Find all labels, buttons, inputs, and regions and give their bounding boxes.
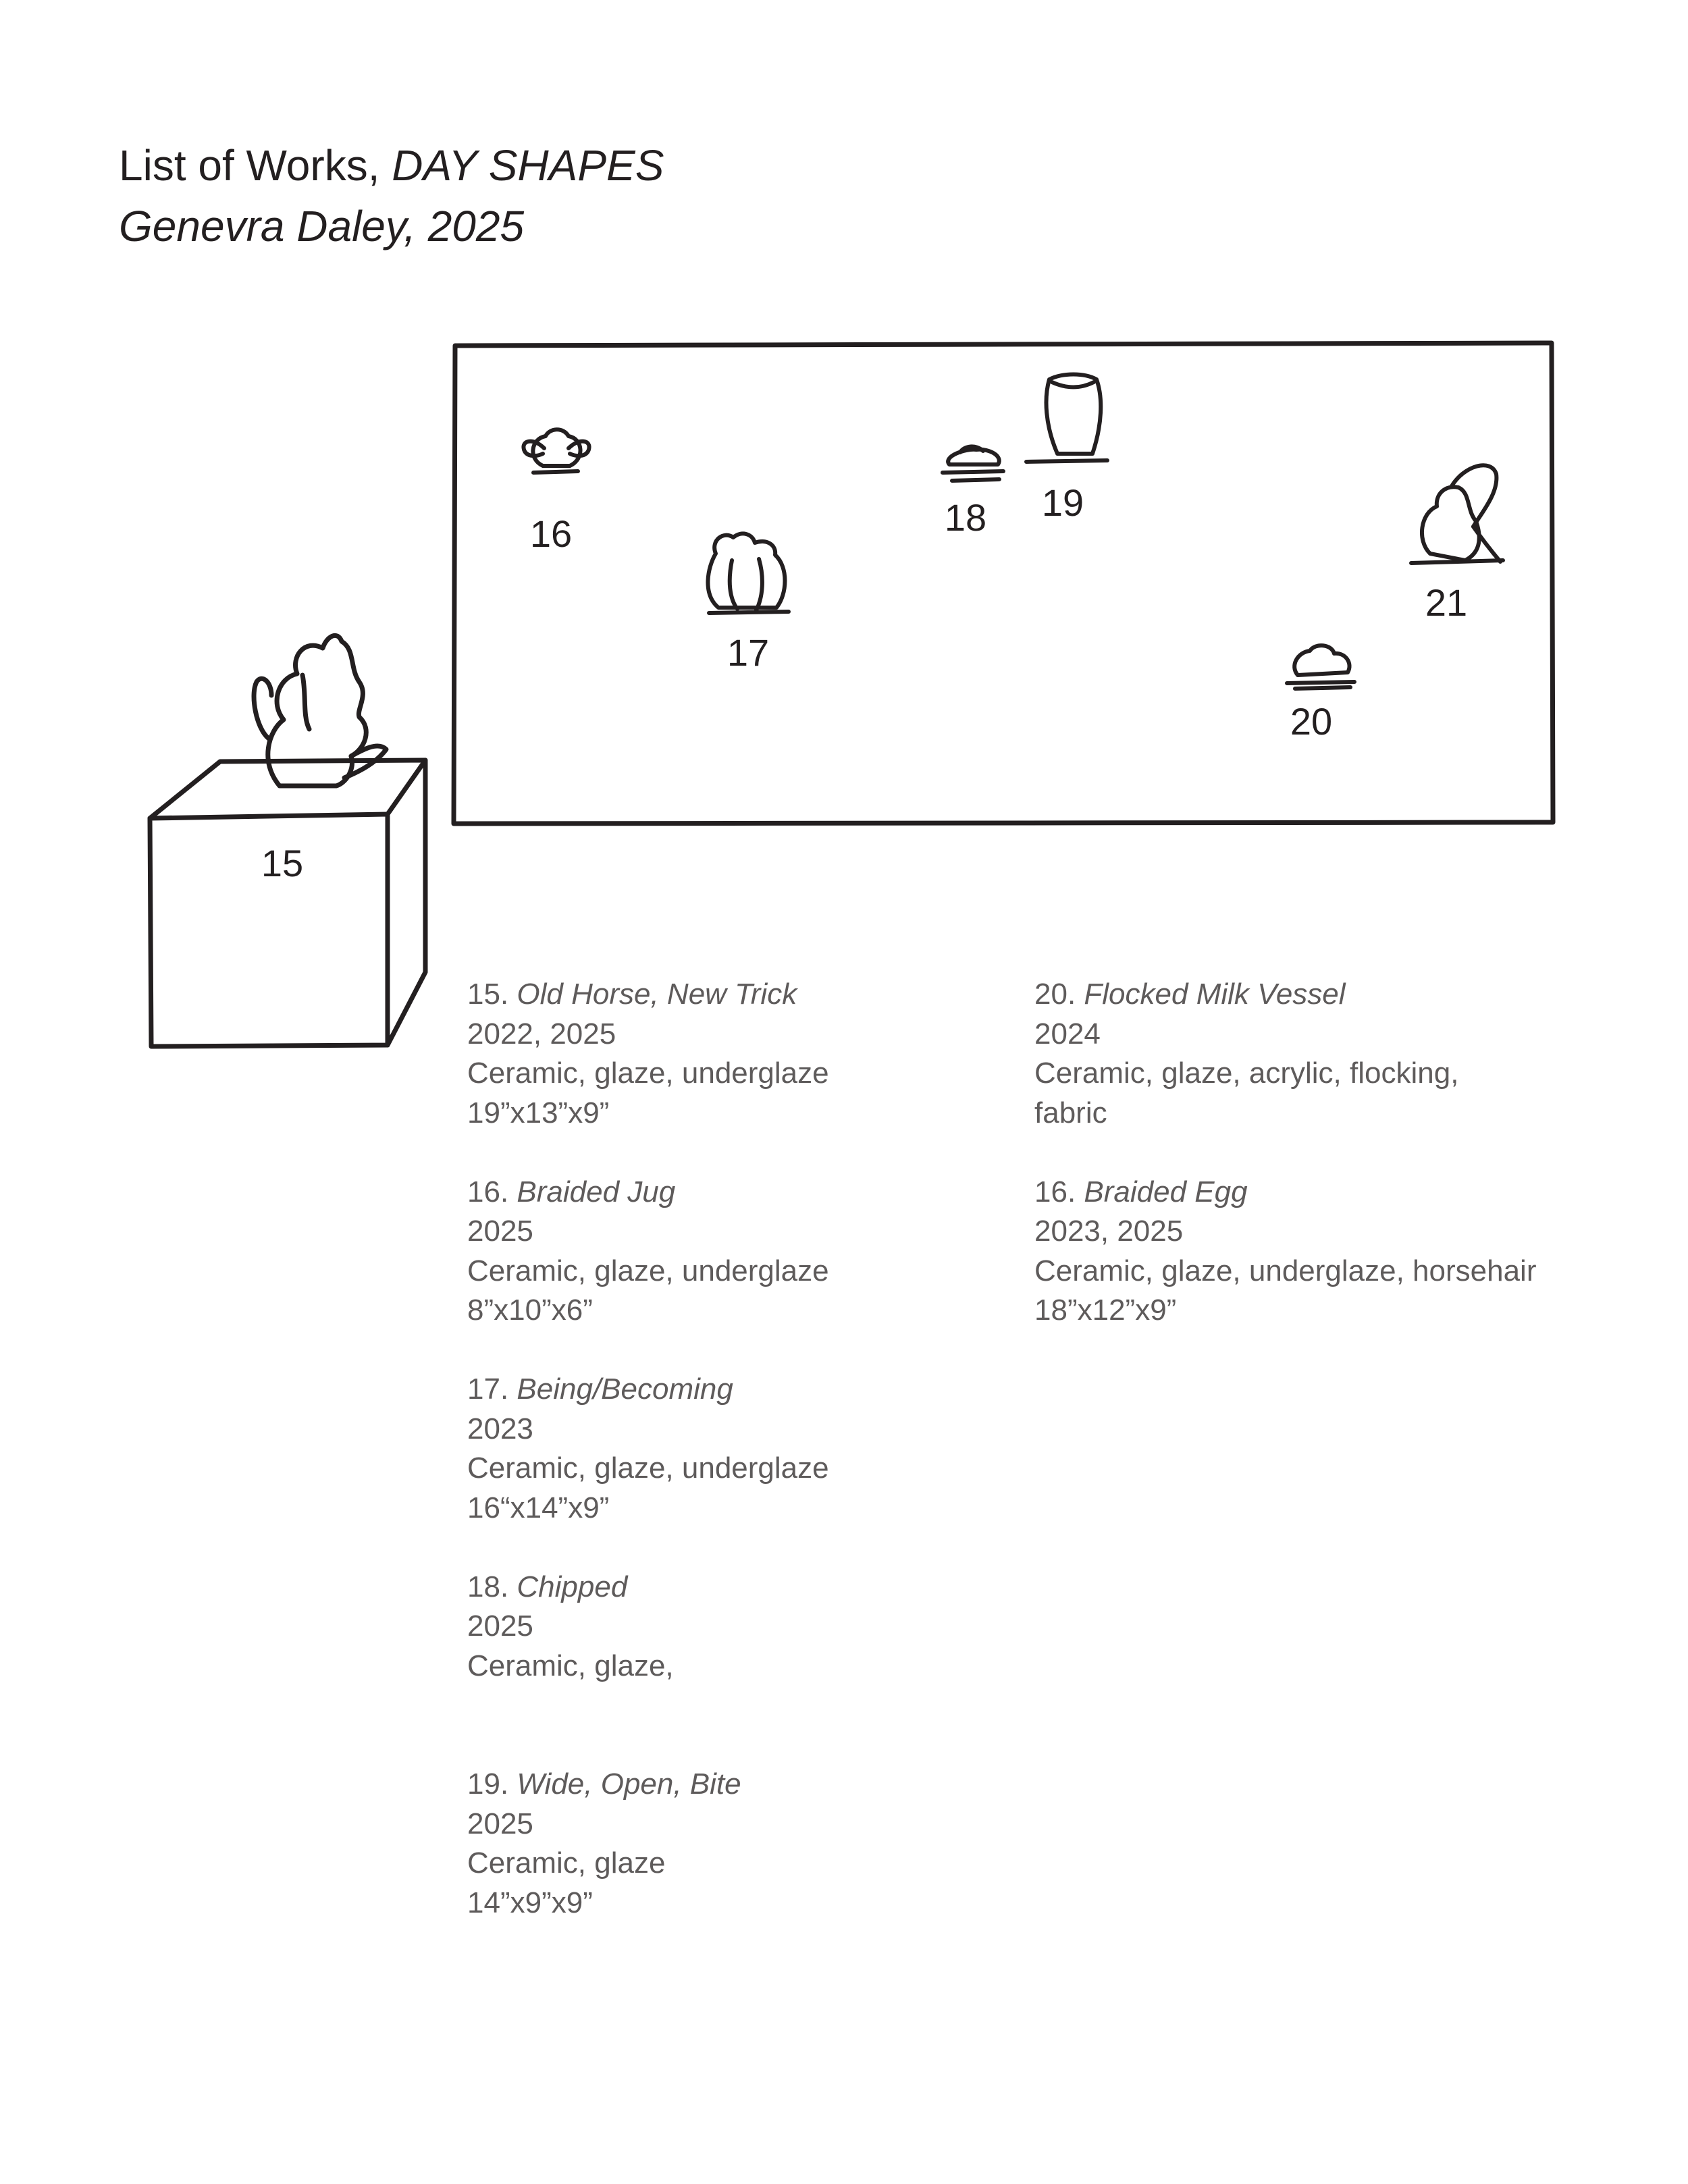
floor-plan (0, 0, 1688, 1080)
work-year: 2025 (467, 1215, 533, 1248)
work-number: 16. (467, 1175, 509, 1208)
work-heading (1034, 975, 1537, 1015)
label-21: 21 (1425, 581, 1468, 624)
work-heading (467, 1765, 829, 1805)
work-entry-braided-egg (1034, 1173, 1537, 1331)
work-year: 2024 (1034, 1017, 1101, 1050)
work-title: Wide, Open, Bite (517, 1767, 741, 1801)
label-15: 15 (261, 842, 304, 884)
work-heading (467, 1568, 829, 1607)
work-dimensions (467, 1686, 829, 1726)
work-entry-16 (467, 1173, 829, 1331)
work-materials: Ceramic, glaze, (467, 1649, 674, 1682)
work-title: Chipped (517, 1570, 628, 1603)
work-year: 2025 (467, 1807, 533, 1840)
work-dimensions: 19”x13”x9” (467, 1096, 610, 1129)
work-entry-17 (467, 1370, 829, 1528)
work-materials: Ceramic, glaze, underglaze (467, 1451, 829, 1485)
sculpture-21 (1411, 465, 1503, 563)
sculpture-17 (708, 533, 789, 613)
work-materials-cont: fabric (1034, 1096, 1107, 1129)
work-number: 16. (1034, 1175, 1076, 1208)
work-year: 2025 (467, 1609, 533, 1643)
work-entry-19 (467, 1765, 829, 1923)
work-dimensions: 14”x9”x9” (467, 1886, 593, 1919)
label-16: 16 (529, 512, 573, 555)
label-19: 19 (1041, 481, 1084, 524)
label-18: 18 (944, 496, 987, 539)
page-subtitle: Genevra Daley, 2025 (119, 202, 525, 250)
sculpture-18 (943, 446, 1003, 481)
work-entry-20 (1034, 975, 1537, 1133)
work-number: 17. (467, 1373, 509, 1406)
work-year: 2023 (467, 1412, 533, 1445)
sculpture-16 (523, 429, 589, 473)
work-number: 15. (467, 978, 509, 1011)
work-entry-15 (467, 975, 829, 1133)
work-title: Being/Becoming (517, 1373, 733, 1406)
work-heading (467, 1173, 829, 1213)
work-dimensions: 16“x14”x9” (467, 1491, 610, 1524)
work-materials: Ceramic, glaze, underglaze (467, 1254, 829, 1287)
sculpture-19 (1026, 375, 1107, 462)
title-prefix: List of Works, (119, 141, 392, 190)
work-dimensions: 8”x10”x6” (467, 1294, 593, 1327)
work-heading (467, 975, 829, 1015)
display-platform (454, 343, 1553, 824)
work-year: 2023, 2025 (1034, 1215, 1184, 1248)
work-materials: Ceramic, glaze, acrylic, flocking, (1034, 1057, 1459, 1090)
work-title: Braided Egg (1084, 1175, 1248, 1208)
works-list-left (467, 975, 829, 1963)
work-title: Flocked Milk Vessel (1084, 978, 1346, 1011)
label-17: 17 (727, 631, 770, 674)
work-materials: Ceramic, glaze, underglaze (467, 1057, 829, 1090)
works-list-right (1034, 975, 1537, 1370)
exhibition-title: DAY SHAPES (392, 141, 664, 190)
work-title: Braided Jug (517, 1175, 676, 1208)
label-20: 20 (1290, 700, 1333, 743)
work-year: 2022, 2025 (467, 1017, 616, 1050)
work-title: Old Horse, New Trick (517, 978, 797, 1011)
work-materials: Ceramic, glaze (467, 1846, 666, 1880)
work-entry-18 (467, 1568, 829, 1726)
pedestal (150, 760, 425, 1046)
work-heading (467, 1370, 829, 1410)
work-number: 18. (467, 1570, 509, 1603)
work-dimensions: 18”x12”x9” (1034, 1294, 1177, 1327)
sculpture-20 (1287, 645, 1354, 689)
work-heading (1034, 1173, 1537, 1213)
work-materials: Ceramic, glaze, underglaze, horsehair (1034, 1254, 1537, 1287)
work-number: 20. (1034, 978, 1076, 1011)
work-number: 19. (467, 1767, 509, 1801)
